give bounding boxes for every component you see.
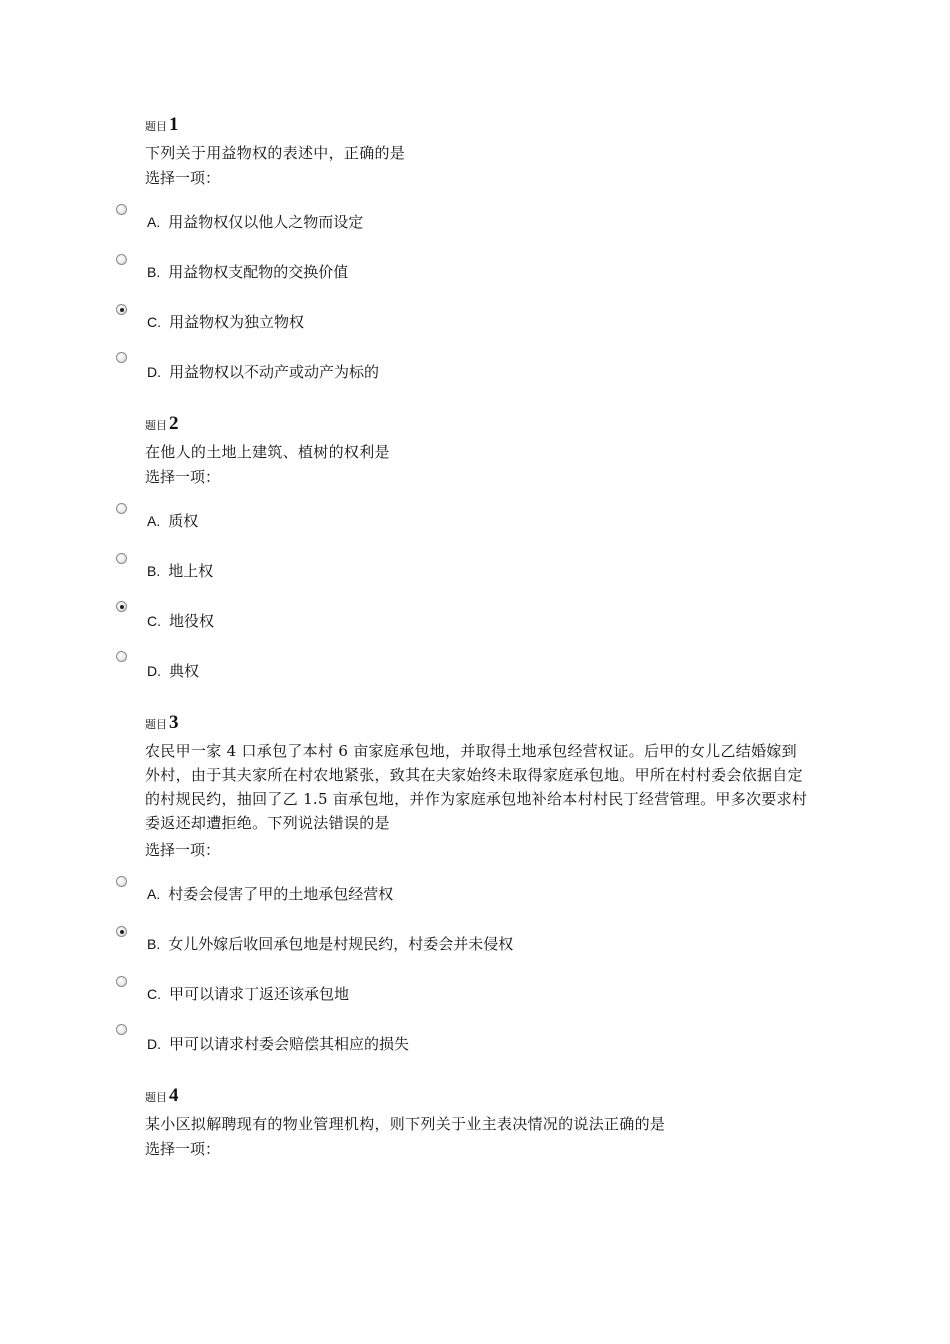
option-text: 用益物权以不动产或动产为标的 — [169, 363, 380, 381]
question-label: 题目 — [145, 718, 167, 731]
option-text: 甲可以请求村委会赔偿其相应的损失 — [169, 1035, 410, 1053]
option-letter: C. — [147, 314, 161, 330]
question-4-text: 某小区拟解聘现有的物业管理机构，则下列关于业主表决情况的说法正确的是 — [145, 1115, 666, 1133]
option-text: 地役权 — [169, 612, 215, 630]
option-q1-c[interactable] — [147, 310, 304, 334]
question-2-header — [145, 413, 179, 435]
question-1-text: 下列关于用益物权的表述中，正确的是 — [145, 144, 406, 162]
option-letter: D. — [147, 1036, 161, 1052]
option-q2-b[interactable] — [147, 559, 213, 583]
option-text: 甲可以请求丁返还该承包地 — [169, 985, 350, 1003]
question-label: 题目 — [145, 1091, 167, 1104]
question-2-text: 在他人的土地上建筑、植树的权利是 — [145, 443, 390, 461]
option-q3-c[interactable] — [147, 982, 349, 1006]
option-letter: B. — [147, 264, 161, 280]
radio-q3-c[interactable] — [116, 976, 127, 987]
option-text: 质权 — [168, 512, 199, 530]
option-q2-d[interactable] — [147, 659, 199, 683]
option-letter: B. — [147, 563, 161, 579]
radio-q2-c[interactable] — [116, 601, 127, 612]
option-text: 用益物权仅以他人之物而设定 — [168, 213, 364, 231]
option-letter: D. — [147, 364, 161, 380]
option-text: 典权 — [169, 662, 200, 680]
option-text: 地上权 — [168, 562, 214, 580]
radio-q3-b[interactable] — [116, 926, 127, 937]
option-text: 用益物权支配物的交换价值 — [168, 263, 349, 281]
question-3-prompt: 选择一项： — [145, 841, 221, 859]
radio-q2-d[interactable] — [116, 651, 127, 662]
option-letter: A. — [147, 513, 161, 529]
option-text: 用益物权为独立物权 — [169, 313, 305, 331]
radio-q1-a[interactable] — [116, 204, 127, 215]
option-letter: C. — [147, 613, 161, 629]
question-number: 4 — [169, 1085, 179, 1106]
radio-q3-a[interactable] — [116, 876, 127, 887]
option-text: 女儿外嫁后收回承包地是村规民约，村委会并未侵权 — [168, 935, 514, 953]
option-letter: A. — [147, 886, 161, 902]
radio-q2-b[interactable] — [116, 553, 127, 564]
option-q1-d[interactable] — [147, 360, 379, 384]
question-3-header — [145, 712, 179, 734]
option-q2-c[interactable] — [147, 609, 214, 633]
question-label: 题目 — [145, 419, 167, 432]
radio-q3-d[interactable] — [116, 1024, 127, 1035]
option-q1-b[interactable] — [147, 260, 348, 284]
question-4-header — [145, 1085, 179, 1107]
question-1-header — [145, 114, 179, 136]
option-q2-a[interactable] — [147, 509, 198, 533]
option-letter: C. — [147, 986, 161, 1002]
option-text: 村委会侵害了甲的土地承包经营权 — [168, 885, 394, 903]
question-3-text: 农民甲一家 4 口承包了本村 6 亩家庭承包地，并取得土地承包经营权证。后甲的女儿乙结婚嫁到外村，由于其夫家所在村农地紧张，致其在夫家始终未取得家庭承包地。甲所在村村委会依据自定的村规民约，抽回了乙 1.5 亩承包地，并作为家庭承包地补给本村村民丁经营管理。甲多次要求村委返还却遭拒绝。下列说法错误的是 — [145, 742, 808, 832]
radio-q1-c[interactable] — [116, 304, 127, 315]
option-q3-b[interactable] — [147, 932, 513, 956]
question-number: 3 — [169, 712, 179, 733]
radio-q2-a[interactable] — [116, 503, 127, 514]
option-letter: A. — [147, 214, 161, 230]
question-number: 2 — [169, 413, 179, 434]
option-q1-a[interactable] — [147, 210, 363, 234]
option-q3-a[interactable] — [147, 882, 393, 906]
question-2-prompt: 选择一项： — [145, 468, 221, 486]
question-number: 1 — [169, 114, 179, 135]
question-1-prompt: 选择一项： — [145, 169, 221, 187]
option-q3-d[interactable] — [147, 1032, 409, 1056]
option-letter: B. — [147, 936, 161, 952]
radio-q1-b[interactable] — [116, 254, 127, 265]
question-label: 题目 — [145, 120, 167, 133]
radio-q1-d[interactable] — [116, 352, 127, 363]
question-4-prompt: 选择一项： — [145, 1140, 221, 1158]
option-letter: D. — [147, 663, 161, 679]
